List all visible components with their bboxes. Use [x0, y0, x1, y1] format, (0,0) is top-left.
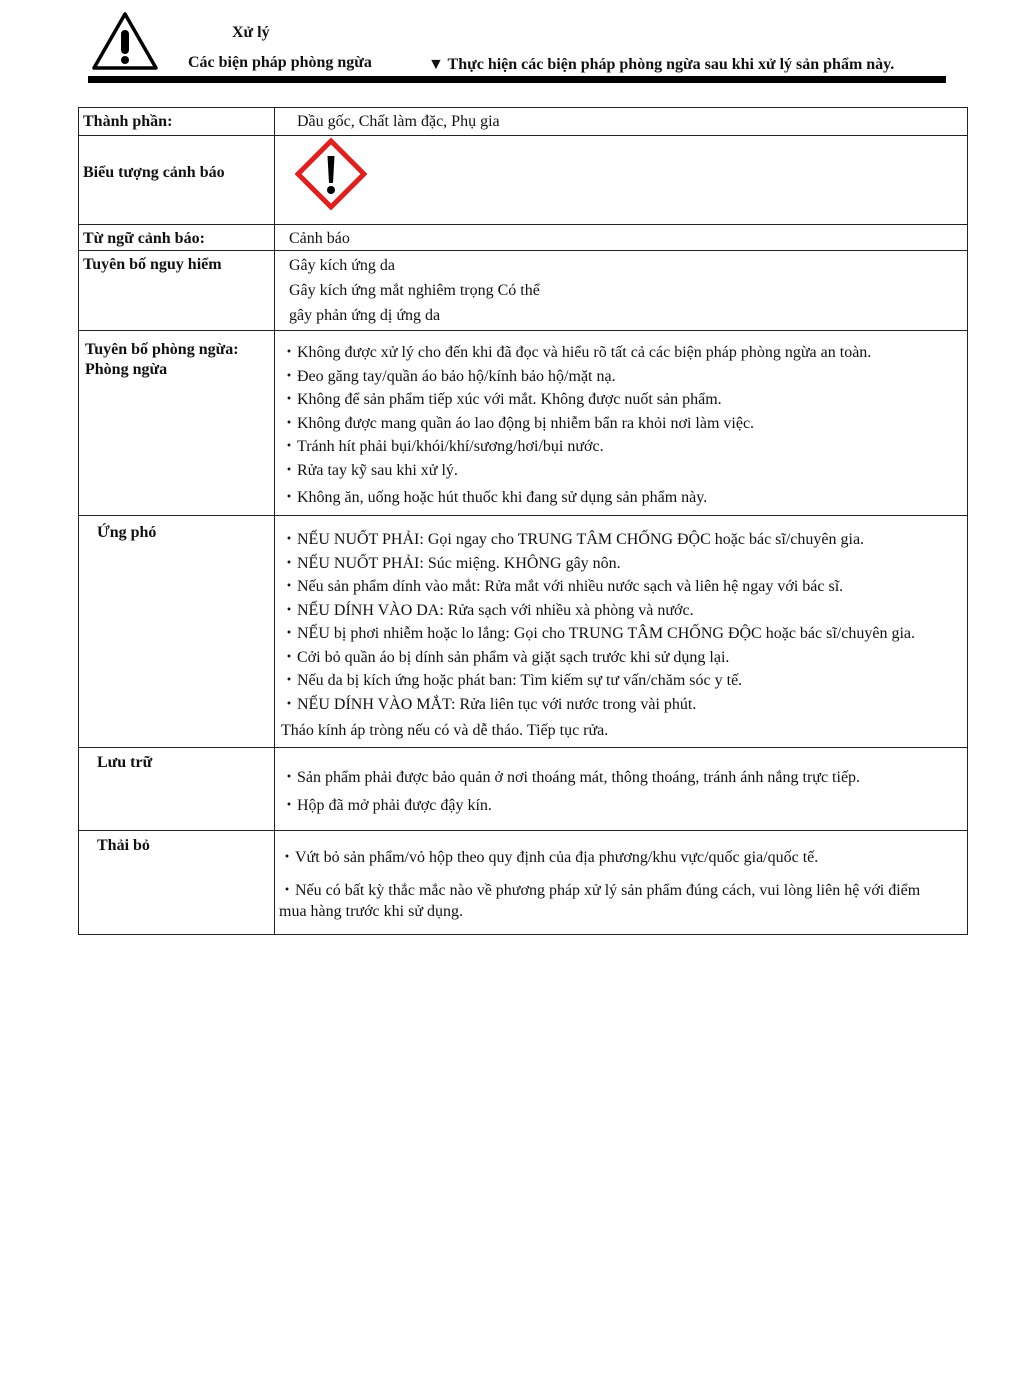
ghs-exclamation-pictogram-icon: [295, 138, 367, 210]
list-item: ・Cởi bỏ quần áo bị dính sản phẩm và giặt sạch trước khi sử dụng lại.: [281, 648, 730, 666]
list-item: ・Không được mang quần áo lao động bị nhiễm bẩn ra khỏi nơi làm việc.: [281, 414, 755, 432]
table-row-prevention: [79, 331, 968, 516]
storage-label: Lưu trữ: [79, 747, 275, 830]
prevention-statements: [275, 331, 968, 516]
warning-triangle-icon: [90, 10, 160, 72]
spacer: [279, 868, 951, 880]
hazard-line: Gây kích ứng mắt nghiêm trọng Có thể: [289, 282, 540, 299]
header-rule: [88, 76, 946, 83]
list-item: ・NẾU bị phơi nhiễm hoặc lo lắng: Gọi cho TRUNG TÂM CHỐNG ĐỘC hoặc bác sĩ/chuyên gia.: [281, 625, 915, 643]
hazard-statements: [275, 251, 968, 331]
ingredients-value: Dầu gốc, Chất làm đặc, Phụ gia: [275, 108, 968, 136]
list-item: ・Hộp đã mở phải được đậy kín.: [281, 796, 492, 814]
symbol-cell: [275, 136, 968, 225]
table-row-disposal: [79, 830, 968, 934]
hazard-info-table: [78, 107, 968, 935]
disposal-statements: [275, 830, 968, 934]
table-row-response: [79, 516, 968, 748]
storage-statements: [275, 747, 968, 830]
list-item: ・Sản phẩm phải được bảo quản ở nơi thoáng mát, thông thoáng, tránh ánh nắng trực tiếp.: [281, 768, 861, 786]
list-item: ・Không để sản phẩm tiếp xúc với mắt. Không được nuốt sản phẩm.: [281, 391, 722, 409]
list-item: ・Vứt bỏ sản phẩm/vỏ hộp theo quy định của địa phương/khu vực/quốc gia/quốc tế.: [279, 848, 819, 866]
ingredients-label: Thành phần:: [79, 108, 275, 136]
prevention-label-line: Tuyên bố phòng ngừa:: [85, 341, 239, 358]
list-item: ・Nếu có bất kỳ thắc mắc nào về phương pháp xử lý sản phẩm đúng cách, vui lòng liên hệ với điểm mua hàng trước khi sử dụng.: [279, 881, 921, 920]
hazard-line: Gây kích ứng da: [289, 257, 395, 274]
hazard-label: Tuyên bố nguy hiểm: [79, 251, 275, 331]
table-row-hazard: [79, 251, 968, 331]
list-item: ・NẾU DÍNH VÀO DA: Rửa sạch với nhiều xà phòng và nước.: [281, 601, 694, 619]
instruction-note: ▼ Thực hiện các biện pháp phòng ngừa sau khi xử lý sản phẩm này.: [428, 56, 895, 73]
signal-word-label: Từ ngữ cảnh báo:: [79, 225, 275, 251]
section-title: Xử lý: [232, 24, 270, 41]
prevention-label-line: Phòng ngừa: [85, 361, 168, 378]
list-item: ・Nếu da bị kích ứng hoặc phát ban: Tìm kiếm sự tư vấn/chăm sóc y tế.: [281, 672, 743, 690]
response-label: Ứng phó: [79, 516, 275, 748]
list-item: ・Đeo găng tay/quần áo bảo hộ/kính bảo hộ/mặt nạ.: [281, 367, 616, 385]
list-item: Tháo kính áp tròng nếu có và dễ tháo. Tiếp tục rửa.: [281, 722, 609, 740]
symbol-label: Biểu tượng cảnh báo: [79, 136, 275, 225]
list-item: ・Không được xử lý cho đến khi đã đọc và hiểu rõ tất cả các biện pháp phòng ngừa an toàn.: [281, 344, 872, 361]
table-row-signal-word: [79, 225, 968, 251]
list-item: ・Nếu sản phẩm dính vào mắt: Rửa mắt với nhiều nước sạch và liên hệ ngay với bác sĩ.: [281, 578, 844, 596]
table-row-storage: [79, 747, 968, 830]
prevention-label: [79, 331, 275, 516]
section-subtitle: Các biện pháp phòng ngừa: [188, 54, 372, 71]
hazard-line: gây phản ứng dị ứng da: [289, 307, 441, 324]
list-item: ・NẾU NUỐT PHẢI: Súc miệng. KHÔNG gây nôn.: [281, 554, 621, 572]
document-header: [0, 0, 1024, 90]
list-item: ・Tránh hít phải bụi/khói/khí/sương/hơi/bụi nước.: [281, 438, 604, 456]
table-row-symbol: [79, 136, 968, 225]
table-row-ingredients: [79, 108, 968, 136]
disposal-label: Thải bỏ: [79, 830, 275, 934]
list-item: ・NẾU DÍNH VÀO MẮT: Rửa liên tục với nước trong vài phút.: [281, 695, 697, 713]
list-item: ・Không ăn, uống hoặc hút thuốc khi đang sử dụng sản phẩm này.: [281, 488, 708, 506]
response-statements: [275, 516, 968, 748]
signal-word-value: Cảnh báo: [275, 225, 968, 251]
list-item: ・NẾU NUỐT PHẢI: Gọi ngay cho TRUNG TÂM CHỐNG ĐỘC hoặc bác sĩ/chuyên gia.: [281, 531, 865, 549]
list-item: ・Rửa tay kỹ sau khi xử lý.: [281, 461, 458, 479]
